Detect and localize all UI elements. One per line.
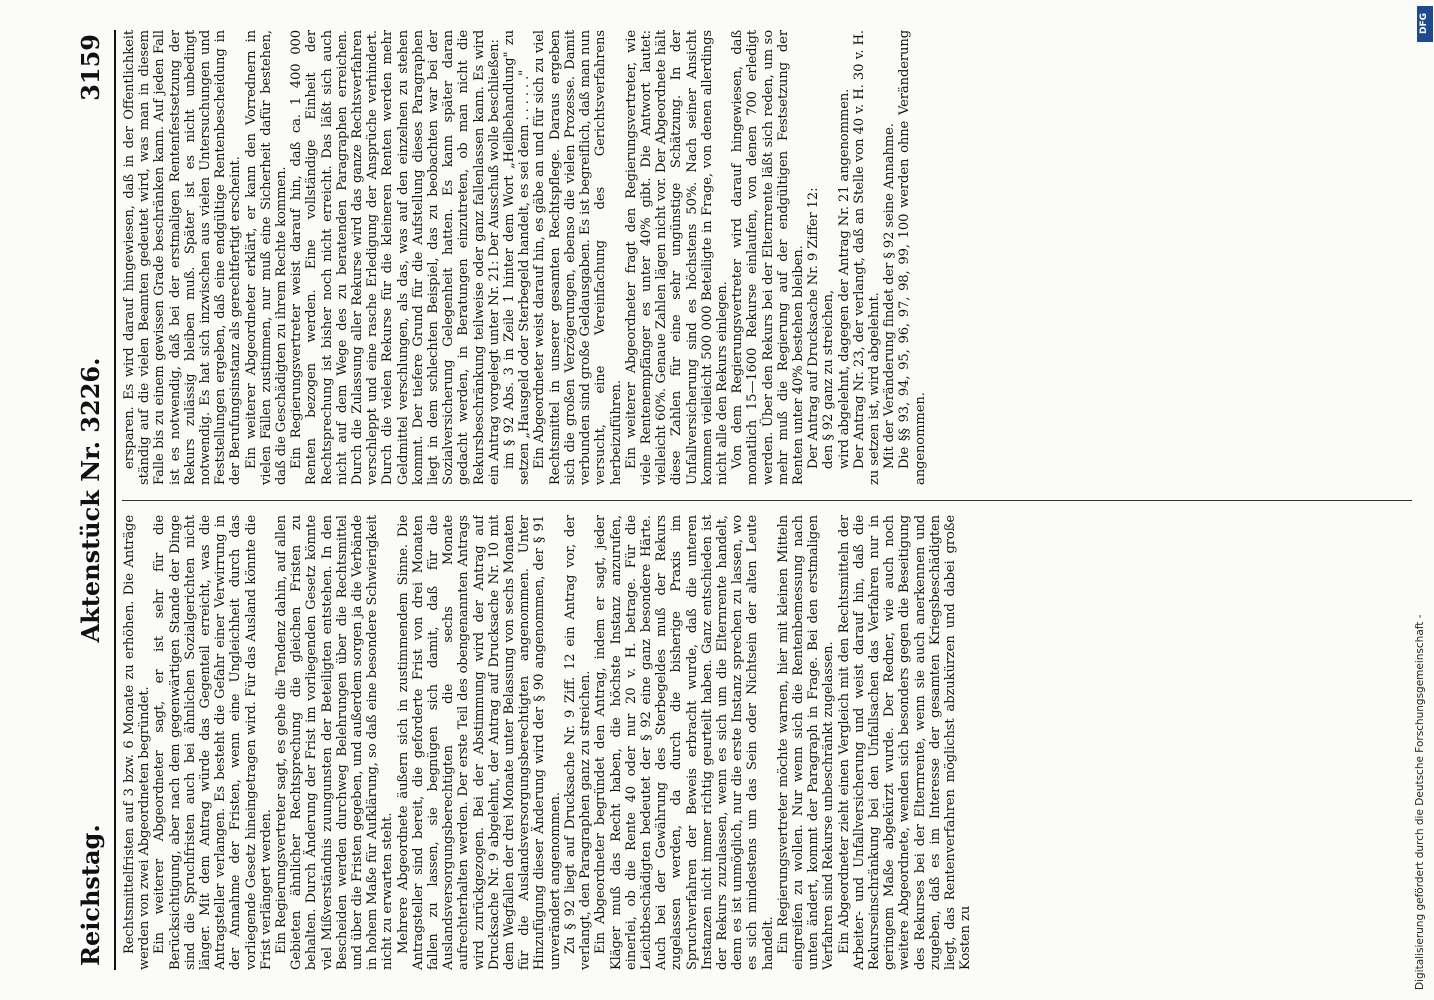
paragraph: Mehrere Abgeordnete äußern sich in zustimmendem Sinne. Die Antragsteller sind bereit, die geforderte Frist von drei Monaten fallen zu lassen, sie begnügen sich damit, daß für die Auslandsversorgungsberechtigten die sechs Monate aufrechterhalten werden. Der erste Teil des obengenannten Antrags wird zurückgezogen. Bei der Abstimmung wird der Antrag auf Drucksache Nr. 9 abgelehnt, der Antrag auf Drucksache Nr. 10 mit dem Wegfallen der drei Monate unter Belassung von sechs Monaten für die Auslandsversorgungsberechtigten angenommen. Unter Hinzufügung dieser Änderung wird der § 90 angenommen, der § 91 unverändert angenommen. <box>395 515 563 970</box>
digitization-note: Digitalisierung gefördert durch die Deutsche Forschungsgemeinschaft - <box>1414 614 1426 990</box>
paragraph: Ein Abgeordneter begründet den Antrag, indem er sagt, jeder Kläger muß das Recht haben, die höchste Instanz anzurufen, einerlei, ob die Rente 40 oder nur 20 v. H. betrage. Für die Leichtbeschädigten bedeutet der § 92 eine ganz besondere Härte. Auch bei der Gewährung des Sterbegeldes muß der Rekurs zugelassen werden, da durch die bisherige Praxis im Spruchverfahren der Beweis erbracht wurde, daß die unteren Instanzen nicht immer richtig geurteilt haben. Ganz entschieden ist der Rekurs zuzulassen, wenn es sich um die Elternrente handelt, denn es ist unmöglich, nur die erste Instanz sprechen zu lassen, wo es sich mindestens um das Sein oder Nichtsein der alten Leute handelt. <box>593 515 776 970</box>
paragraph: Die §§ 93, 94, 95, 96, 97, 98, 99, 100 werden ohne Veränderung angenommen. <box>897 30 928 485</box>
paragraph: Ein Regierungsvertreter sagt, es gehe die Tendenz dahin, auf allen Gebieten ähnlicher Rechtsprechung die gleichen Fristen zu behalten. Durch Änderung der Frist im vorliegenden Gesetz könnte viel Mißverständnis zuungunsten der Beteiligten entstehen. In den Bescheiden werden durchweg Belehrungen über die Rechtsmittel und über die Fristen gegeben, und außerdem sorgen ja die Verbände in hohem Maße für Aufklärung, so daß eine besondere Schwierigkeit nicht zu erwarten steht. <box>274 515 396 970</box>
page-header <box>70 30 114 970</box>
paragraph: Der Antrag auf Drucksache Nr. 9 Ziffer 12: <box>806 187 822 469</box>
paragraph: wird abgelehnt, dagegen der Antrag Nr. 21 angenommen. <box>836 88 852 469</box>
paragraph: den § 92 ganz zu streichen, <box>821 289 837 469</box>
paragraph: Zu § 92 liegt auf Drucksache Nr. 9 Ziff. 12 ein Antrag vor, der verlangt, den Paragraphen ganz zu streichen. <box>562 515 594 970</box>
paragraph: Der Antrag Nr. 23, der verlangt, daß an Stelle von 40 v. H. 30 v. H. zu setzen ist, wird abgelehnt. <box>851 30 882 485</box>
paragraph: Von dem Regierungsvertreter wird darauf hingewiesen, daß monatlich 15—1600 Rekurse einlaufen, von denen 700 erledigt werden. Über den Rekurs bei der Elternrente läßt sich reden, um so mehr muß die Regierung auf der endgültigen Festsetzung der Renten unter 40% bestehen bleiben. <box>730 30 806 485</box>
paragraph: Ein Abgeordneter zieht einen Vergleich mit den Rechtsmitteln der Arbeiter- und Unfallversicherung und weist darauf hin, daß die Rekurseinschränkung bei den Unfallsachen das Verfahren nur in geringem Maße abgekürzt wurde. Der Redner, wie auch noch weitere Abgeordnete, wenden sich besonders gegen die Beseitigung des Rekurses bei der Elternrente, wenn sie auch anerkennen und zugeben, daß es im Interesse der gesamten Kriegsbeschädigten liegt, das Rentenverfahren möglichst abzukürzen und dabei große Kosten zu <box>836 515 974 970</box>
dfg-logo-text: DFG <box>1419 12 1429 34</box>
paragraph: Ein Abgeordneter weist darauf hin, es gäbe an und für sich zu viel Rechtsmittel in unserer gesamten Rechtspflege. Daraus ergeben sich die großen Verzögerungen, ebenso die vielen Prozesse. Damit verbunden sind große Geldausgaben. Es ist begreiflich, daß man nun versucht, eine Vereinfachung des Gerichtsverfahrens herbeizuführen. <box>532 30 624 485</box>
header-rule <box>114 30 116 970</box>
rotated-page-content <box>70 30 1430 970</box>
paragraph: Mit der Veränderung findet der § 92 seine Annahme. <box>882 123 898 469</box>
dfg-logo <box>1417 6 1433 42</box>
paragraph: im § 92 Abs. 3 in Zeile 1 hinter dem Wort „Heilbehandlung" zu setzen „Hausgeld oder Sterbegeld handelt, es sei denn . . . . . ." <box>502 30 533 485</box>
paragraph: Rechtsmittelfristen auf 3 bzw. 6 Monate zu erhöhen. Die Anträge werden von zwei Abgeordneten begründet. <box>122 515 153 970</box>
header-left: Reichstag. <box>76 824 105 966</box>
header-title: Aktenstück Nr. 3226. <box>76 357 105 643</box>
paragraph: Ein weiterer Abgeordneter sagt, er ist sehr für die Berücksichtigung, aber nach dem gegenwärtigen Stande der Dinge sind die Spruchfristen auch bei ähnlichen Sozialgerichten nicht länger. Mit dem Antrag würde das Gegenteil erreicht, was die Antragsteller verlangen. Es besteht die Gefahr einer Verwirrung in der Annahme der Fristen, wenn eine Ungleichheit durch das vorliegende Gesetz hineingetragen wird. Für das Ausland könnte die Frist verlängert werden. <box>152 515 274 970</box>
paragraph: ersparen. Es wird darauf hingewiesen, daß in der Öffentlichkeit ständig auf die vielen Beamten gedeutet wird, was man in diesem Falle bis zu einem gewissen Grade beschränken kann. Auf jeden Fall ist es notwendig, daß bei der erstmaligen Rentenfestsetzung der Rekurs zulässig bleiben muß. Später ist es nicht unbedingt notwendig. Es hat sich inzwischen aus vielen Untersuchungen und Feststellungen ergeben, daß eine endgültige Rentenbescheidung in der Berufungsinstanz als gerechtfertigt erscheint. <box>122 30 244 485</box>
column-divider <box>122 500 1412 501</box>
page-number: 3159 <box>76 34 105 101</box>
paragraph: Ein Regierungsvertreter möchte warnen, hier mit kleinen Mitteln eingreifen zu wollen. Nur wenn sich die Rentenbemessung nach unten ändert, kommt der Paragraph in Frage. Bei den erstmaligen Verfahren sind Rekurse unbeschränkt zugelassen. <box>775 515 837 970</box>
text-column-right <box>122 30 1412 485</box>
text-column-left <box>122 515 1412 970</box>
paragraph: Ein weiterer Abgeordneter erklärt, er kann den Vorrednern in vielen Fällen zustimmen, nur muß eine Sicherheit dafür bestehen, daß die Geschädigten zu ihrem Rechte kommen. <box>243 30 290 485</box>
paragraph: Ein Regierungsvertreter weist darauf hin, daß ca. 1 400 000 Renten bezogen werden. Eine vollständige Einheit der Rechtsprechung ist bisher noch nicht erreicht. Das läßt sich auch nicht auf dem Wege des zu beratenden Paragraphen erreichen. Durch die Zulassung aller Rekurse wird das ganze Rechtsverfahren verschleppt und eine rasche Erledigung der Ansprüche verhindert. Durch die vielen Rekurse für die kleineren Renten werden mehr Geldmittel verschlungen, als das, was auf den einzelnen zu stehen kommt. Der tiefere Grund für die Aufstellung dieses Paragraphen liegt in dem schlechten Beispiel, das zu beobachten war bei der Sozialversicherung Gelegenheit hatten. Es kann später daran gedacht werden, in Beratungen einzutreten, ob man nicht die Rekursbeschränkung teilweise oder ganz fallenlassen kann. Es wird ein Antrag vorgelegt unter Nr. 21: Der Ausschuß wolle beschließen: <box>289 30 502 485</box>
paragraph: Ein weiterer Abgeordneter fragt den Regierungsvertreter, wie viele Rentenempfänger es unter 40% gibt. Die Antwort lautet: vielleicht 60%. Genaue Zahlen lägen nicht vor. Der Abgeordnete hält diese Zahlen für eine sehr ungünstige Schätzung. In der Unfallversicherung sind es höchstens 50%. Nach seiner Ansicht kommen vielleicht 500 000 Beteiligte in Frage, von denen allerdings nicht alle den Rekurs einlegen. <box>623 30 730 485</box>
